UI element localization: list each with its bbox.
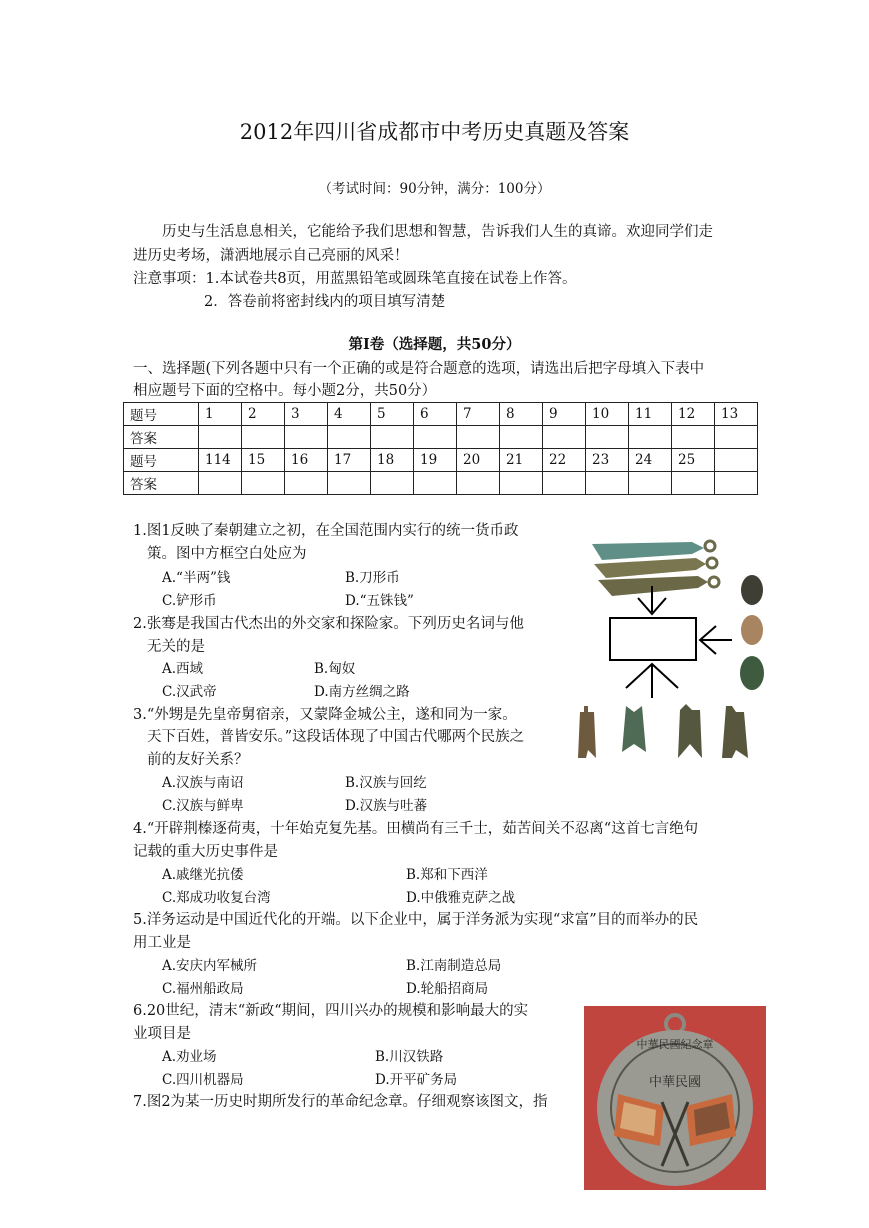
table-cell: 25 [672, 449, 715, 472]
q5-option-a[interactable]: A.安庆内军械所 [162, 958, 258, 974]
notice-2: 2．答卷前将密封线内的项目填写清楚 [204, 294, 446, 310]
answer-cell[interactable] [629, 472, 672, 495]
table-cell: 13 [715, 403, 758, 426]
answer-cell[interactable] [543, 426, 586, 449]
q6-option-d[interactable]: D.开平矿务局 [375, 1072, 458, 1088]
table-cell: 114 [199, 449, 242, 472]
answer-cell[interactable] [500, 472, 543, 495]
intro-line-1: 历史与生活息息相关，它能给予我们思想和智慧，告诉我们人生的真谛。欢迎同学们走 [162, 224, 713, 240]
table-cell: 9 [543, 403, 586, 426]
q5-option-c[interactable]: C.福州船政局 [162, 981, 244, 997]
intro-line-2: 进历史考场，潇洒地展示自己亮丽的风采！ [133, 248, 409, 264]
q6-line-1: 6.20世纪，清末“新政“期间，四川兴办的规模和影响最大的实 [133, 1003, 529, 1019]
answer-cell[interactable] [285, 472, 328, 495]
q2-line-2: 无关的是 [147, 639, 205, 655]
answer-cell[interactable] [414, 472, 457, 495]
answer-cell[interactable] [328, 472, 371, 495]
answer-cell[interactable] [199, 426, 242, 449]
section-desc-1: 一、选择题(下列各题中只有一个正确的或是符合题意的选项，请选出后把字母填入下表中 [133, 361, 705, 377]
answer-cell[interactable] [629, 426, 672, 449]
table-cell: 6 [414, 403, 457, 426]
q4-line-1: 4.“开辟荆榛逐荷夷，十年始克复先基。田横尚有三千士，茹苦间关不忍离“这首七言绝句 [133, 821, 699, 837]
q1-option-b[interactable]: B.刀形币 [345, 570, 400, 586]
q6-line-2: 业项目是 [133, 1026, 191, 1042]
answer-cell[interactable] [371, 426, 414, 449]
medal-center-text: 中華民國 [648, 1075, 702, 1090]
q3-option-b[interactable]: B.汉族与回纥 [345, 775, 427, 791]
q1-line-2: 策。图中方框空白处应为 [147, 546, 307, 562]
table-cell: 8 [500, 403, 543, 426]
table-cell: 答案 [124, 472, 199, 495]
q4-option-b[interactable]: B.郑和下西洋 [406, 867, 488, 883]
q1-option-a[interactable]: A.“半两”钱 [162, 570, 231, 586]
q3-option-d[interactable]: D.汉族与吐蕃 [345, 798, 428, 814]
table-cell [715, 449, 758, 472]
q6-option-a[interactable]: A.劝业场 [162, 1049, 217, 1065]
table-cell: 17 [328, 449, 371, 472]
answer-cell[interactable] [500, 426, 543, 449]
q3-option-a[interactable]: A.汉族与南诏 [162, 775, 244, 791]
table-cell: 1 [199, 403, 242, 426]
table-cell: 题号 [124, 403, 199, 426]
medal-ring-text: 中華民國紀念章 [636, 1038, 714, 1051]
answer-table [123, 402, 758, 495]
q6-option-b[interactable]: B.川汉铁路 [375, 1049, 444, 1065]
table-cell: 题号 [124, 449, 199, 472]
table-cell: 5 [371, 403, 414, 426]
answer-cell[interactable] [672, 426, 715, 449]
table-cell: 12 [672, 403, 715, 426]
figure-1-coins [572, 530, 784, 766]
answer-cell[interactable] [285, 426, 328, 449]
answer-cell[interactable] [414, 426, 457, 449]
q5-line-1: 5.洋务运动是中国近代化的开端。以下企业中，属于洋务派为实现“求富”目的而举办的民 [133, 912, 699, 928]
table-row [124, 426, 758, 449]
table-cell: 2 [242, 403, 285, 426]
table-cell: 16 [285, 449, 328, 472]
section-desc-2: 相应题号下面的空格中。每小题2分，共50分） [133, 383, 437, 399]
section-title: 第Ⅰ卷（选择题，共50分） [348, 336, 521, 353]
q2-option-b[interactable]: B.匈奴 [314, 661, 356, 677]
page-title: 2012年四川省成都市中考历史真题及答案 [239, 120, 630, 144]
q5-option-d[interactable]: D.轮船招商局 [406, 981, 489, 997]
table-cell: 24 [629, 449, 672, 472]
answer-cell[interactable] [242, 426, 285, 449]
q3-line-1: 3.“外甥是先皇帝舅宿亲，又蒙降金城公主，遂和同为一家。 [133, 707, 517, 723]
table-cell: 11 [629, 403, 672, 426]
notice-1: 注意事项：1.本试卷共8页，用蓝黑铅笔或圆珠笔直接在试卷上作答。 [133, 271, 577, 287]
table-cell: 7 [457, 403, 500, 426]
answer-cell[interactable] [457, 426, 500, 449]
table-cell: 10 [586, 403, 629, 426]
table-cell: 21 [500, 449, 543, 472]
q1-option-c[interactable]: C.铲形币 [162, 593, 217, 609]
q7-line-1: 7.图2为某一历史时期所发行的革命纪念章。仔细观察该图文，指 [133, 1094, 548, 1110]
knife-coins-image [592, 541, 719, 596]
answer-cell[interactable] [242, 472, 285, 495]
q2-line-1: 2.张骞是我国古代杰出的外交家和探险家。下列历史名词与他 [133, 616, 524, 632]
answer-cell[interactable] [371, 472, 414, 495]
q3-option-c[interactable]: C.汉族与鲜卑 [162, 798, 244, 814]
spade-coins-image [578, 704, 748, 758]
table-row [124, 449, 758, 472]
q5-line-2: 用工业是 [133, 935, 191, 951]
table-cell: 3 [285, 403, 328, 426]
q4-line-2: 记载的重大历史事件是 [133, 844, 278, 860]
q1-line-1: 1.图1反映了秦朝建立之初，在全国范围内实行的统一货币政 [133, 523, 519, 539]
table-cell: 19 [414, 449, 457, 472]
answer-cell[interactable] [672, 472, 715, 495]
table-cell: 4 [328, 403, 371, 426]
answer-cell[interactable] [457, 472, 500, 495]
q5-option-b[interactable]: B.江南制造总局 [406, 958, 502, 974]
answer-cell[interactable] [715, 426, 758, 449]
answer-cell[interactable] [199, 472, 242, 495]
q4-option-d[interactable]: D.中俄雅克萨之战 [406, 890, 516, 906]
answer-cell[interactable] [586, 472, 629, 495]
table-cell: 23 [586, 449, 629, 472]
q4-option-c[interactable]: C.郑成功收复台湾 [162, 890, 271, 906]
table-cell: 答案 [124, 426, 199, 449]
q2-option-c[interactable]: C.汉武帝 [162, 684, 217, 700]
q6-option-c[interactable]: C.四川机器局 [162, 1072, 244, 1088]
table-cell: 22 [543, 449, 586, 472]
q1-option-d[interactable]: D.“五铢钱” [345, 593, 414, 609]
figure-2-medal [584, 1006, 766, 1190]
q2-option-a[interactable]: A.西域 [162, 661, 204, 677]
answer-cell[interactable] [715, 472, 758, 495]
blank-box [610, 618, 696, 660]
answer-cell[interactable] [586, 426, 629, 449]
q3-line-2: 天下百姓，普皆安乐。”这段话体现了中国古代哪两个民族之 [147, 729, 525, 745]
q2-option-d[interactable]: D.南方丝绸之路 [314, 684, 410, 700]
table-cell: 18 [371, 449, 414, 472]
answer-cell[interactable] [328, 426, 371, 449]
table-row [124, 472, 758, 495]
ant-nose-coins-image [740, 575, 764, 690]
table-row [124, 403, 758, 426]
q4-option-a[interactable]: A.戚继光抗倭 [162, 867, 244, 883]
exam-info: （考试时间：90分钟，满分：100分） [318, 181, 551, 197]
q3-line-3: 前的友好关系？ [147, 752, 249, 768]
table-cell: 15 [242, 449, 285, 472]
table-cell: 20 [457, 449, 500, 472]
answer-cell[interactable] [543, 472, 586, 495]
